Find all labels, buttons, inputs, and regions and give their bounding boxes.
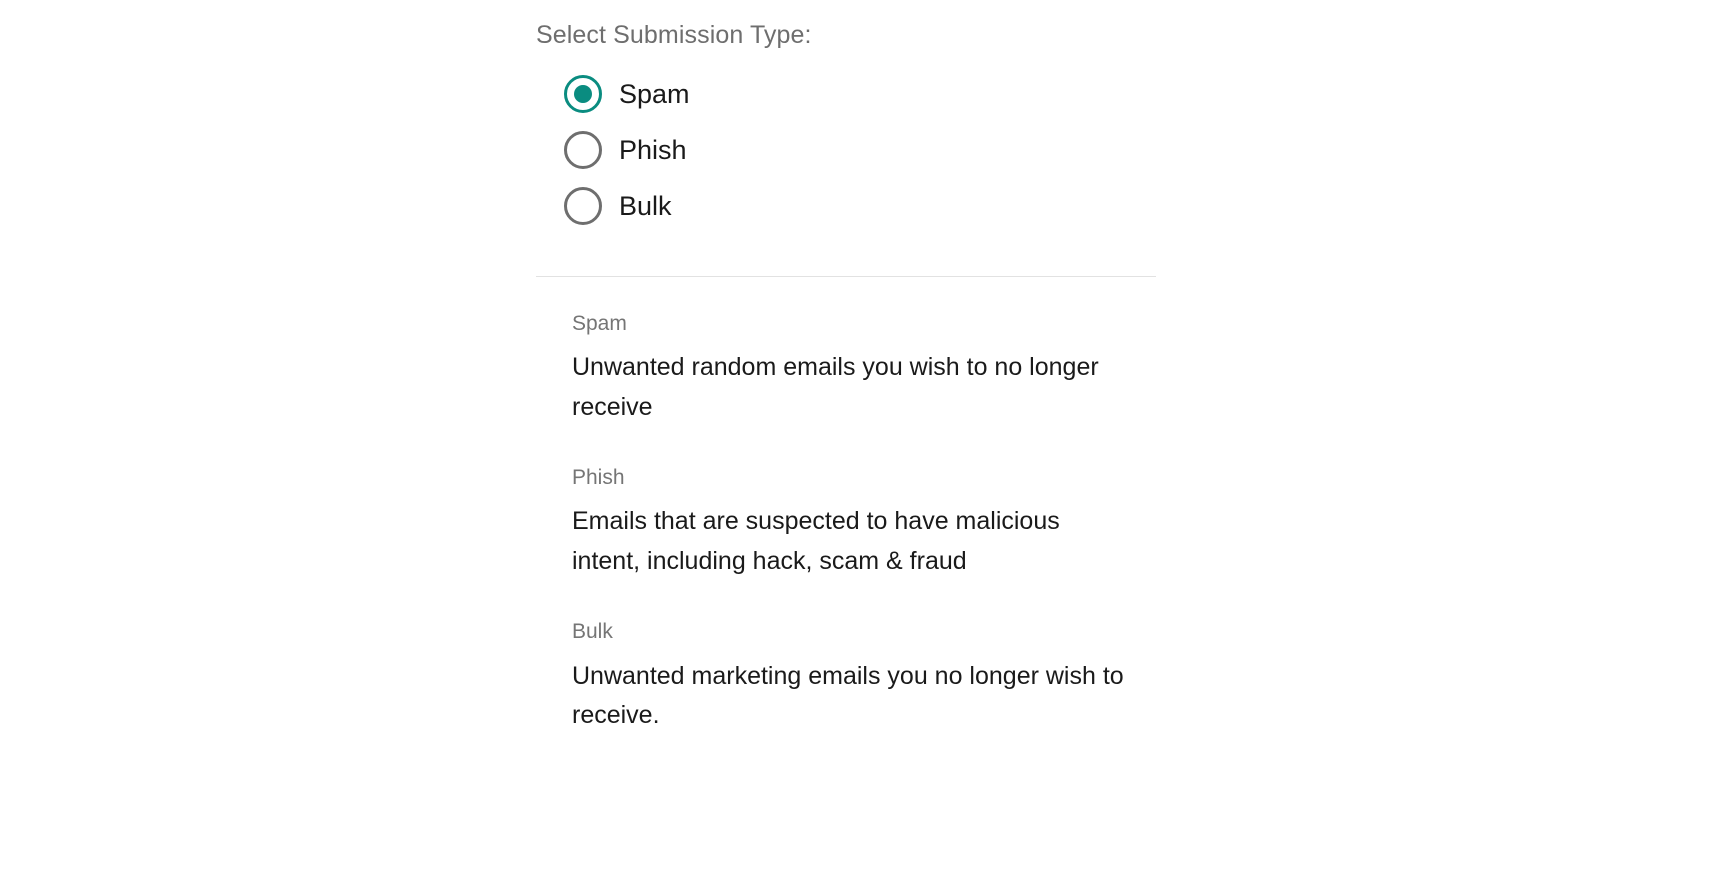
- description-item-bulk: [572, 619, 1132, 735]
- radio-dot-icon: [574, 85, 592, 103]
- submission-type-radio-group[interactable]: [536, 66, 1196, 234]
- description-item-phish: [572, 465, 1132, 581]
- description-body: Unwanted random emails you wish to no longer receive: [572, 353, 1099, 421]
- radio-option-bulk[interactable]: [564, 178, 1196, 234]
- radio-option-bulk-label: Bulk: [619, 190, 672, 221]
- radio-unselected-icon[interactable]: [564, 131, 602, 169]
- description-body: Emails that are suspected to have malicious intent, including hack, scam & fraud: [572, 507, 1060, 575]
- submission-type-form: [536, 0, 1196, 774]
- radio-option-spam-label: Spam: [619, 78, 690, 109]
- page-title: Select Submission Type:: [536, 21, 812, 49]
- radio-unselected-icon[interactable]: [564, 187, 602, 225]
- description-title: Spam: [572, 312, 627, 335]
- radio-option-spam[interactable]: [564, 66, 1196, 122]
- radio-dot-icon: [574, 141, 592, 159]
- divider: [536, 276, 1156, 277]
- radio-option-phish[interactable]: [564, 122, 1196, 178]
- description-body: Unwanted marketing emails you no longer wish to receive.: [572, 661, 1124, 730]
- radio-option-phish-label: Phish: [619, 134, 687, 165]
- description-item-spam: [572, 311, 1132, 427]
- description-title: Phish: [572, 466, 625, 490]
- radio-selected-icon[interactable]: [564, 75, 602, 113]
- description-title: Bulk: [572, 620, 613, 644]
- radio-dot-icon: [574, 197, 592, 215]
- description-list: [572, 311, 1132, 736]
